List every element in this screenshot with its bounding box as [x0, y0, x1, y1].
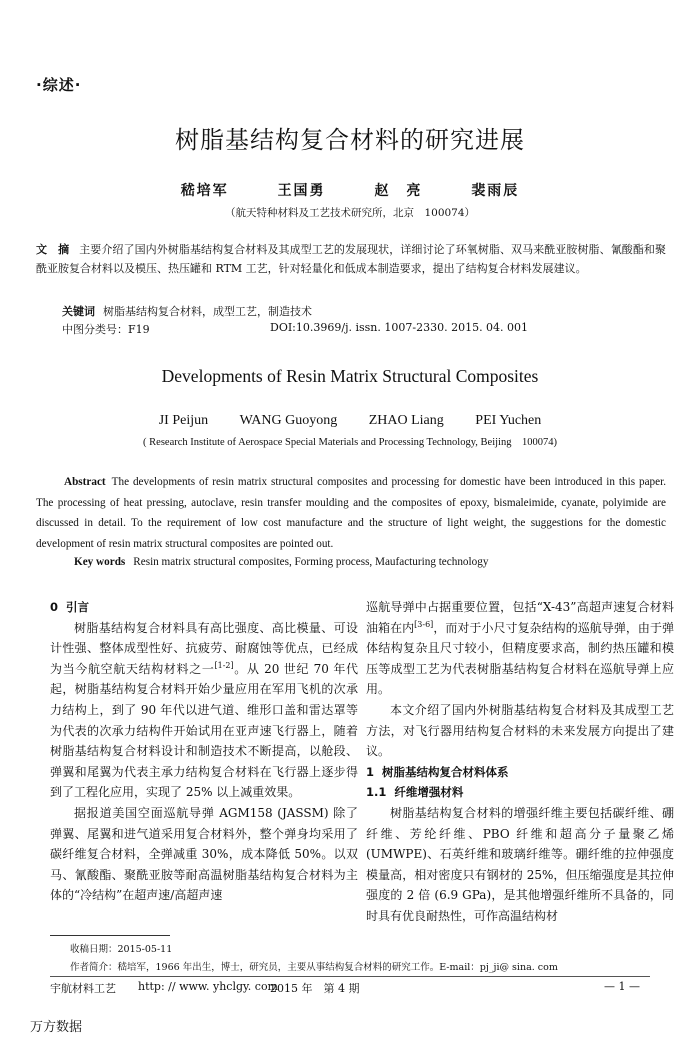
abstract-en-label: Abstract	[64, 476, 106, 488]
paper-title-en: Developments of Resin Matrix Structural Composites	[161, 366, 539, 386]
author-cn-3: 赵 亮	[374, 183, 423, 199]
abstract-cn-text: 主要介绍了国内外树脂基结构复合材料及其成型工艺的发展现状，详细讨论了环氧树脂、双马来酰亚胺树脂、氰酸酯和聚酰亚胺复合材料以及模压、热压罐和 RTM 工艺，针对轻量化和低成本制造要求，提出了结构复合材料发展建议。	[36, 243, 666, 275]
footer-divider	[50, 976, 650, 977]
section-heading-0: 0 引言	[50, 600, 90, 614]
keywords-cn-text: 树脂基结构复合材料，成型工艺，制造技术	[103, 305, 312, 318]
affiliation-cn: （航天特种材料及工艺技术研究所，北京 100074）	[224, 207, 476, 219]
citation: [3-6]	[414, 619, 434, 629]
footnote-divider	[50, 935, 170, 936]
author-cn-4: 裴雨辰	[471, 183, 520, 199]
doi: DOI:10.3969/j. issn. 1007-2330. 2015. 04. 001	[270, 321, 529, 334]
section-heading-1: 1 树脂基结构复合材料体系	[366, 764, 509, 779]
author-en-1: JI Peijun	[158, 413, 209, 428]
affiliation-en: ( Research Institute of Aerospace Special Materials and Processing Technology, Beijing 100074)	[143, 437, 557, 448]
author-cn-2: 王国勇	[277, 183, 326, 199]
body-paragraph: 巡航导弹中占据重要位置，包括“X-43”高超声速复合材料油箱在内[3-6]，而对于小尺寸复杂结构的巡航导弹，由于弹体结构复杂且尺寸较小，但精度要求高，制约热压罐和模压等成型工艺为代表树脂基结构复合材料在巡航导弹上应用。	[366, 600, 674, 697]
body-paragraph: 树脂基结构复合材料的增强纤维主要包括碳纤维、硼纤维、芳纶纤维、PBO 纤维和超高分子量聚乙烯 (UMWPE)、石英纤维和玻璃纤维等。硼纤维的拉伸强度模量高，相对密度只有钢材的 25%，但压缩强度是其拉伸强度的 2 倍 (6.9 GPa)，是其他增强纤维所不具备的，同时具有优良耐热性，可作高温结构材	[366, 805, 674, 923]
body-paragraph: 树脂基结构复合材料具有高比强度、高比模量、可设计性强、整体成型性好、抗疲劳、耐腐蚀等优点，已经成为当今航空航天结构材料之一[1-2]。从 20 世纪 70 年代起，树脂基结构复合材料开始少量应用在军用飞机的次承力结构上，到了 90 年代以进气道、维形口盖和雷达罩等为代表的次承力结构件开始试用在亚声速飞行器上，随着树脂基结构复合材料设计和制造技术不断提高，以舱段、弹翼和尾翼为代表主承力结构复合材料在飞行器上逐步得到了工程化应用，实现了 25% 以上减重效果。	[50, 620, 358, 800]
section-heading-1-1: 1.1 纤维增强材料	[366, 785, 464, 800]
author-cn-1: 嵇培军	[180, 183, 229, 199]
footer-journal: 宇航材料工艺	[50, 982, 116, 995]
classification-number: 中图分类号：F19	[62, 323, 150, 336]
keywords-en-label: Key words	[74, 556, 126, 568]
author-en-2: WANG Guoyong	[239, 413, 338, 428]
footer-issue: 2015 年 第 4 期	[270, 982, 360, 995]
authors-cn	[0, 180, 700, 200]
author-en-4: PEI Yuchen	[475, 413, 542, 428]
footer-url: http: // www. yhclgy. com	[138, 980, 278, 993]
abstract-en	[36, 472, 666, 554]
citation: [1-2]	[214, 660, 234, 670]
abstract-cn-label: 文 摘	[36, 243, 70, 256]
author-en-3: ZHAO Liang	[368, 413, 444, 428]
footnote-received: 收稿日期：2015-05-11	[70, 944, 173, 955]
watermark: 万方数据	[30, 1020, 83, 1035]
body-column-right	[366, 597, 674, 927]
authors-en	[0, 413, 700, 429]
footnote-author: 作者简介：嵇培军，1966 年出生，博士，研究员，主要从事结构复合材料的研究工作。E-mail：pj_ji@ sina. com	[70, 962, 558, 973]
page-number: — 1 —	[604, 980, 640, 993]
body-paragraph: 据报道美国空面巡航导弹 AGM158 (JASSM) 除了弹翼、尾翼和进气道采用复合材料外，整个弹身均采用了碳纤维复合材料，全弹减重 30%，成本降低 50%。以双马、氰酸酯、聚酰亚胺等耐高温树脂基结构复合材料为主体的“冷结构”在超声速/高超声速	[50, 805, 358, 903]
section-tag: ·综述·	[36, 76, 82, 94]
keywords-cn	[62, 303, 312, 319]
keywords-en	[74, 556, 488, 568]
abstract-en-text: The developments of resin matrix structural composites and processing for domestic have been introduced in this paper. The processing of heat pressing, autoclave, resin transfer moulding and the composites of epoxy, bismaleimide, cyanate, polyimide are discussed in detail. To the requirement of low cost manufacture and the structure of light weight, the suggestions for the domestic development of resin matrix structural composites are pointed out.	[36, 476, 666, 550]
body-column-left	[50, 597, 358, 906]
keywords-en-text: Resin matrix structural composites, Forming process, Maufacturing technology	[133, 556, 489, 568]
body-paragraph: 本文介绍了国内外树脂基结构复合材料及其成型工艺方法，对飞行器用结构复合材料的未来发展方向提出了建议。	[366, 702, 674, 759]
keywords-cn-label: 关键词	[62, 305, 95, 318]
abstract-cn	[36, 240, 666, 278]
paper-title-cn: 树脂基结构复合材料的研究进展	[175, 126, 525, 154]
